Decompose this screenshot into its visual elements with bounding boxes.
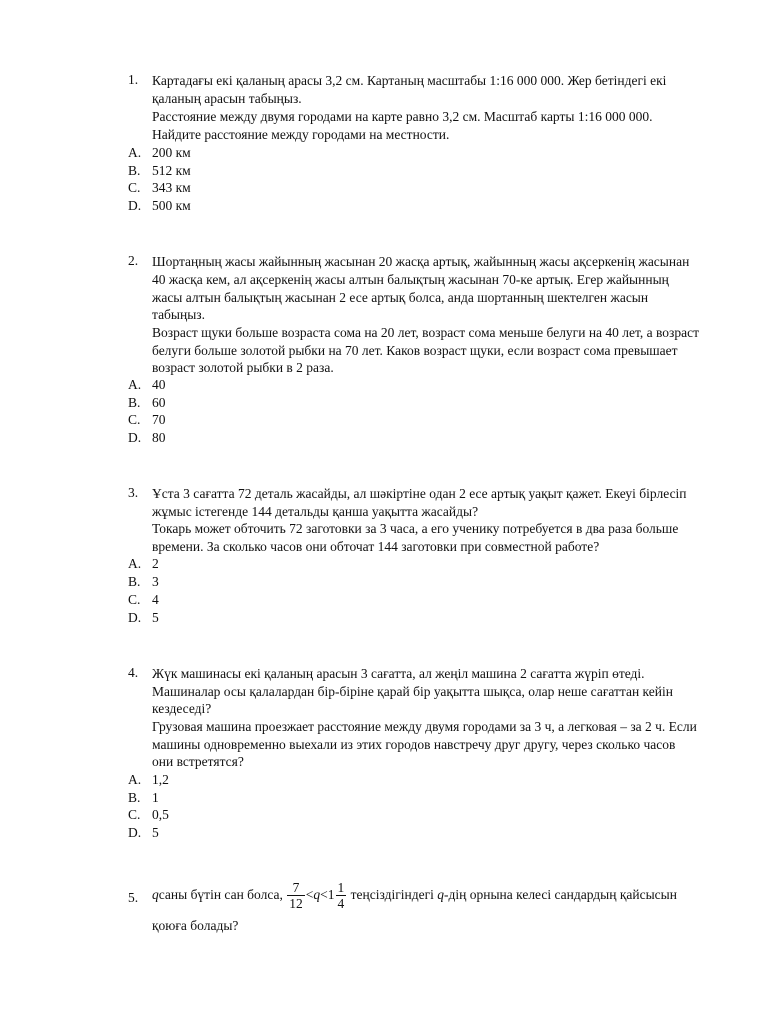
option-letter: A. bbox=[128, 556, 142, 571]
question-text-line: Возраст щуки больше возраста сома на 20 лет, возраст сома меньше белуги на 40 лет, а возраст bbox=[152, 325, 700, 340]
option-letter: D. bbox=[128, 610, 142, 625]
option-text: 0,5 bbox=[152, 807, 169, 822]
option-letter: A. bbox=[128, 145, 142, 160]
option-text: 1,2 bbox=[152, 772, 169, 787]
option-text: 40 bbox=[152, 377, 166, 392]
question-text-line: они встретятся? bbox=[152, 754, 244, 769]
question-text-line: Шортаңның жасы жайынның жасынан 20 жасқа артық, жайынның жасы ақсеркенің жасынан bbox=[152, 254, 690, 269]
fraction-denominator: 12 bbox=[289, 896, 303, 912]
question-text-line: табыңыз. bbox=[152, 307, 205, 322]
option-letter: D. bbox=[128, 198, 142, 213]
option-letter: C. bbox=[128, 807, 141, 822]
question-text-line: белуги больше золотой рыбки на 70 лет. Каков возраст щуки, если возраст сома превышает bbox=[152, 343, 678, 358]
question-number: 5. bbox=[128, 890, 139, 905]
fraction-7-12 bbox=[287, 880, 305, 911]
option-text: 343 км bbox=[152, 180, 191, 195]
question-text-line: жасы алтын балықтың жасынан 2 есе артық болса, анда шортанның шектелген жасын bbox=[152, 290, 649, 305]
question-text-line: Жүк машинасы екі қаланың арасын 3 сағатта, ал жеңіл машина 2 сағатта жүріп өтеді. bbox=[152, 666, 645, 681]
question-number: 3. bbox=[128, 485, 139, 500]
question-text-line: кездеседі? bbox=[152, 701, 212, 716]
option-letter: B. bbox=[128, 395, 141, 410]
option-text: 500 км bbox=[152, 198, 191, 213]
option-text: 60 bbox=[152, 395, 166, 410]
option-text: 4 bbox=[152, 592, 159, 607]
option-text: 80 bbox=[152, 430, 166, 445]
question-text-line: Машиналар осы қалалардан бір-біріне қарай бір уақытта шықса, олар неше сағаттан кейін bbox=[152, 684, 673, 699]
option-letter: D. bbox=[128, 825, 142, 840]
fraction-numerator: 1 bbox=[337, 880, 345, 896]
option-letter: C. bbox=[128, 592, 141, 607]
question-text-line: Расстояние между двумя городами на карте равно 3,2 см. Масштаб карты 1:16 000 000. bbox=[152, 109, 653, 124]
question-number: 4. bbox=[128, 665, 139, 680]
option-letter: A. bbox=[128, 377, 142, 392]
option-text: 70 bbox=[152, 412, 166, 427]
question-text-line: времени. За сколько часов они обточат 144 заготовки при совместной работе? bbox=[152, 539, 600, 554]
question-text: -дің орнына келесі сандардың қайсысын bbox=[444, 887, 677, 902]
question-text-line: возраст золотой рыбки в 2 раза. bbox=[152, 360, 334, 375]
option-letter: B. bbox=[128, 163, 141, 178]
question-text-line: Картадағы екі қаланың арасы 3,2 см. Картаның масштабы 1:16 000 000. Жер бетіндегі екі bbox=[152, 73, 667, 88]
question-text-line: Грузовая машина проезжает расстояние между двумя городами за 3 ч, а легковая – за 2 ч. Если bbox=[152, 719, 697, 734]
fraction-1-4 bbox=[336, 880, 347, 911]
option-text: 512 км bbox=[152, 163, 191, 178]
question-text-line: 40 жасқа кем, ал ақсеркенің жасы алтын балықтың жасынан 70-ке артық. Егер жайынның bbox=[152, 272, 669, 287]
option-text: 3 bbox=[152, 574, 159, 589]
less-than-sign: < bbox=[305, 887, 314, 902]
question-number: 1. bbox=[128, 72, 139, 87]
question-text-line bbox=[152, 878, 677, 912]
option-letter: A. bbox=[128, 772, 142, 787]
question-text-line: Ұста 3 сағатта 72 деталь жасайды, ал шәкіртіне одан 2 есе артық уақыт қажет. Екеуі бірлесіп bbox=[152, 486, 687, 501]
question-text: саны бүтін сан болса, bbox=[158, 887, 283, 902]
option-letter: B. bbox=[128, 790, 141, 805]
fraction-numerator: 7 bbox=[292, 880, 300, 896]
question-text-line: қаланың арасын табыңыз. bbox=[152, 91, 302, 106]
less-than-sign: < bbox=[320, 887, 328, 902]
question-text-line: Токарь может обточить 72 заготовки за 3 часа, а его ученику потребуется в два раза больше bbox=[152, 521, 679, 536]
option-text: 1 bbox=[152, 790, 159, 805]
question-number: 2. bbox=[128, 253, 139, 268]
option-letter: D. bbox=[128, 430, 142, 445]
variable-q: q bbox=[313, 887, 321, 902]
option-letter: C. bbox=[128, 180, 141, 195]
fraction-denominator: 4 bbox=[337, 896, 345, 912]
question-text: теңсіздігіндегі bbox=[347, 887, 438, 902]
question-text-line: қоюға болады? bbox=[152, 918, 239, 933]
question-text-line: машины одновременно выехали из этих городов навстречу друг другу, через сколько часов bbox=[152, 737, 676, 752]
option-text: 2 bbox=[152, 556, 159, 571]
question-text-line: жұмыс істегенде 144 детальды қанша уақытта жасайды? bbox=[152, 504, 479, 519]
question-text-line: Найдите расстояние между городами на местности. bbox=[152, 127, 450, 142]
mixed-whole: 1 bbox=[327, 887, 335, 902]
option-letter: B. bbox=[128, 574, 141, 589]
variable-q: q bbox=[437, 887, 444, 902]
variable-q: q bbox=[152, 887, 159, 902]
option-text: 200 км bbox=[152, 145, 191, 160]
option-letter: C. bbox=[128, 412, 141, 427]
option-text: 5 bbox=[152, 825, 159, 840]
option-text: 5 bbox=[152, 610, 159, 625]
